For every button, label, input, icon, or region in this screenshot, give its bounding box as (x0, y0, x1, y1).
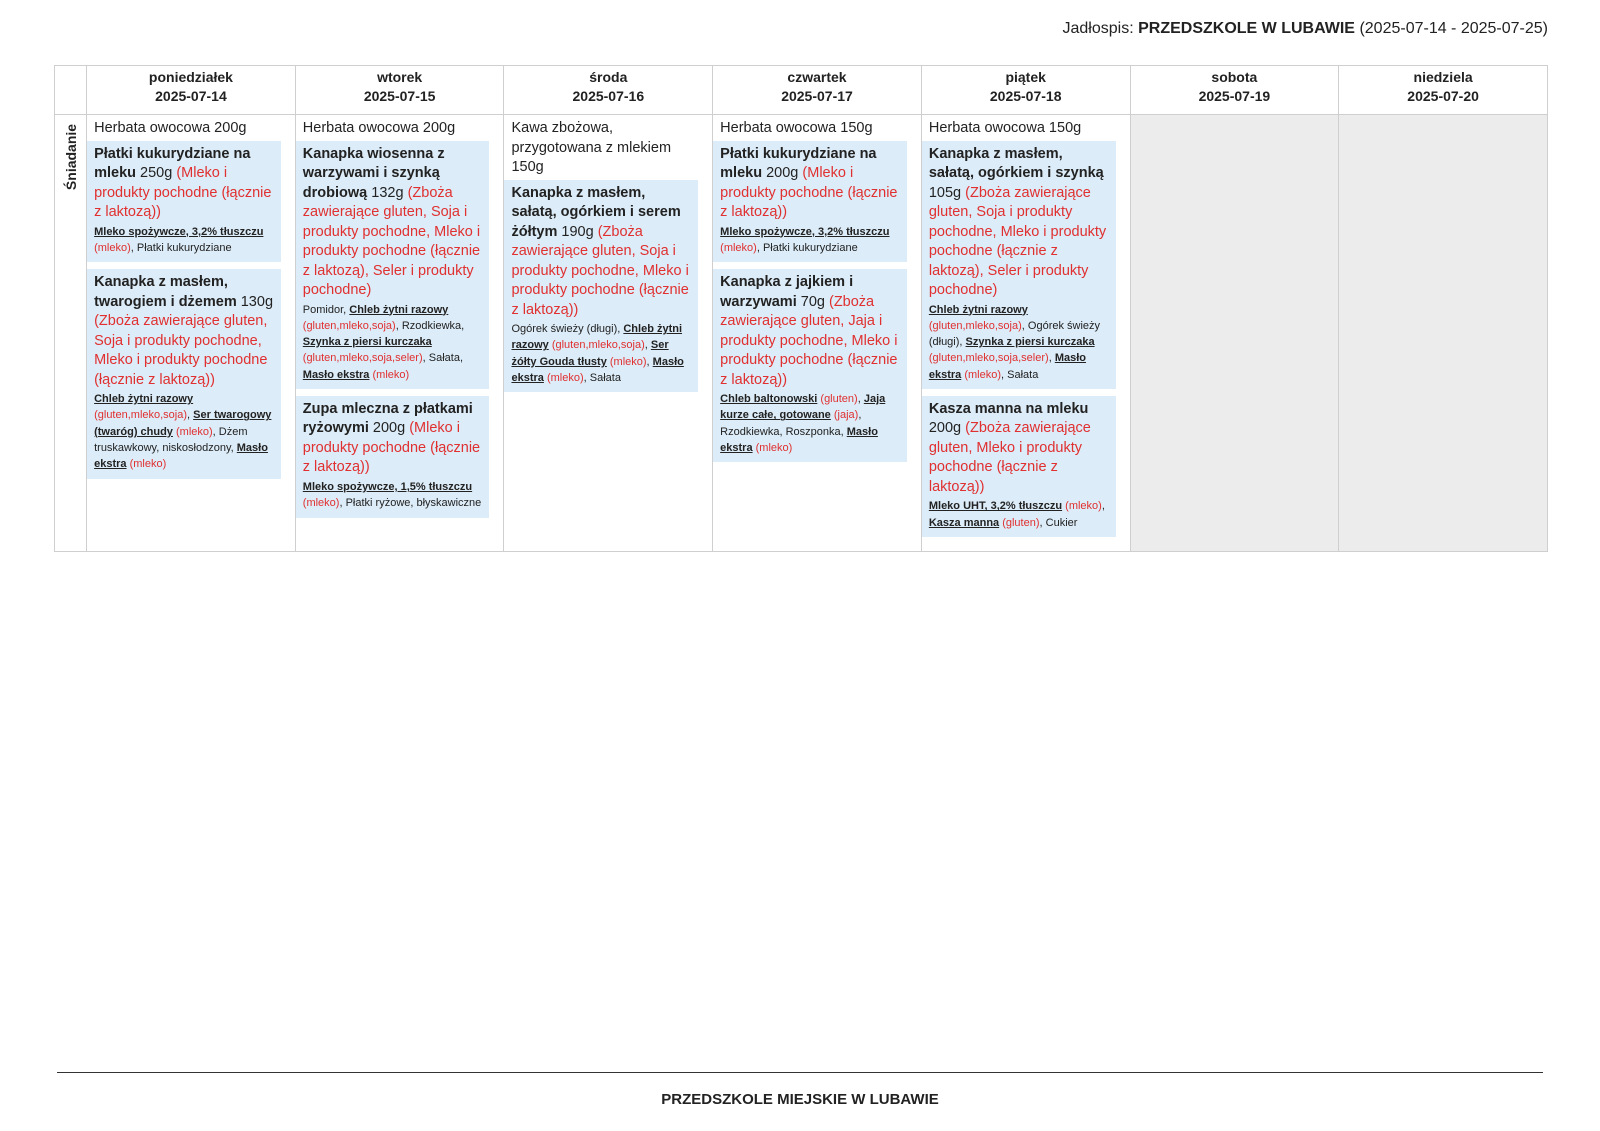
ingredient-allergen: (mleko) (94, 241, 131, 254)
day-name: czwartek (787, 69, 847, 85)
dish-name: Kanapka z jajkiem i warzywami (720, 274, 854, 310)
drink-item: Herbata owocowa 200g (94, 120, 247, 136)
dish-name: Zupa mleczna z płatkami ryżowymi (302, 400, 473, 437)
dish-allergens: (Zboża zawierające gluten, Jaja i produkty pochodne, Mleko i produkty pochodne (łącznie z laktozą)) (720, 293, 898, 388)
dish-title (303, 145, 483, 301)
dish-weight: 132g (367, 184, 408, 201)
dish-block (296, 141, 490, 389)
header-prefix: Jadłospis: (1062, 20, 1134, 37)
ingredient-separator: , (461, 319, 465, 332)
day-header (87, 66, 296, 115)
day-date: 2025-07-14 (155, 88, 227, 104)
ingredient-name: Kasza manna (928, 516, 1000, 529)
ingredient-name: Masło ekstra (720, 425, 878, 454)
ingredient-name: Mleko UHT, 3,2% tłuszczu (928, 500, 1063, 513)
ingredients-list (929, 302, 1109, 383)
dish-block (922, 396, 1116, 537)
ingredient-allergen: (gluten,mleko,soja) (928, 319, 1022, 332)
ingredient-separator: , (583, 371, 590, 384)
ingredient-separator: , (857, 393, 864, 406)
ingredient-name: Masło ekstra (94, 441, 268, 471)
ingredient-separator: , (1001, 368, 1008, 381)
ingredient-allergen: (mleko) (126, 458, 167, 471)
ingredient-name: Mleko spożywcze, 1,5% tłuszczu (302, 480, 473, 493)
ingredients-list (720, 224, 900, 257)
dish-weight: 70g (796, 293, 829, 310)
ingredient-name: Rzodkiewka, Roszponka (720, 425, 841, 438)
ingredient-separator: , (212, 425, 219, 438)
meal-label-cell (55, 115, 87, 552)
dish-name: Kanapka z masłem, twarogiem i dżemem (94, 274, 237, 310)
ingredients-list (511, 321, 691, 386)
ingredient-separator: , (617, 323, 624, 335)
menu-period: (2025-07-14 - 2025-07-25) (1359, 20, 1548, 37)
ingredient-separator: , (858, 409, 862, 422)
dish-allergens: (Mleko i produkty pochodne (łącznie z laktozą)) (302, 420, 481, 476)
corner-cell (55, 66, 87, 115)
dish-block (296, 396, 490, 518)
day-menu-cell (87, 115, 296, 552)
dish-title (929, 400, 1109, 498)
dish-name: Kasza manna na mleku (928, 400, 1089, 417)
dish-weight: 200g (928, 420, 966, 437)
dish-name: Kanapka z masłem, sałatą, ogórkiem i szynką (928, 145, 1104, 181)
ingredient-name: Cukier (1045, 516, 1078, 529)
ingredient-separator: , (840, 425, 847, 438)
ingredients-list (720, 391, 900, 456)
footer-text: PRZEDSZKOLE MIEJSKIE W LUBAWIE (661, 1091, 939, 1108)
ingredient-allergen: (jaja) (830, 409, 859, 422)
document-header (1062, 20, 1548, 38)
ingredient-name: Jaja kurze całe, gotowane (720, 393, 886, 422)
drink-item: Herbata owocowa 200g (302, 120, 456, 136)
ingredient-separator: , (343, 303, 350, 316)
ingredient-name: Płatki ryżowe, błyskawiczne (345, 497, 482, 510)
ingredient-name: Chleb żytni razowy (511, 323, 683, 352)
day-menu-cell (921, 115, 1130, 552)
day-name: niedziela (1413, 69, 1473, 85)
ingredient-separator: , (644, 339, 651, 352)
ingredient-separator: , (1048, 352, 1055, 365)
ingredient-separator: , (422, 352, 429, 365)
menu-table (54, 65, 1548, 552)
ingredient-allergen: (gluten,mleko,soja) (94, 409, 188, 422)
dish-weight: 105g (928, 184, 966, 201)
ingredient-name: Rzodkiewka (401, 319, 462, 332)
ingredient-allergen: (gluten,mleko,soja,seler) (928, 352, 1049, 365)
ingredient-separator: , (395, 319, 402, 332)
ingredient-allergen: (mleko) (1062, 500, 1102, 513)
ingredient-name: Pomidor (302, 303, 344, 316)
dish-weight: 250g (136, 165, 177, 181)
ingredient-name: Mleko spożywcze, 3,2% tłuszczu (94, 225, 264, 238)
day-name: sobota (1211, 69, 1258, 85)
dish-allergens: (Zboża zawierające gluten, Soja i produkty pochodne, Mleko i produkty pochodne (łącznie z laktozą), Seler i produkty pochodne) (928, 184, 1107, 298)
meal-label: Śniadanie (63, 123, 79, 191)
day-menu-cell (713, 115, 922, 552)
drink-item: Kawa zbożowa, przygotowana z mlekiem 150g (511, 120, 672, 175)
day-name: wtorek (377, 69, 423, 85)
dish-name: Kanapka z masłem, sałatą, ogórkiem i serem żółtym (511, 184, 681, 240)
dish-block (922, 141, 1116, 389)
day-name: piątek (1005, 69, 1046, 85)
ingredient-allergen: (mleko) (752, 441, 793, 454)
ingredient-allergen: (gluten) (817, 393, 858, 406)
dish-title (720, 145, 900, 223)
ingredients-list (94, 391, 274, 472)
ingredient-separator: , (130, 241, 137, 254)
ingredients-list (303, 302, 483, 383)
ingredient-name: Mleko spożywcze, 3,2% tłuszczu (720, 225, 890, 238)
ingredient-separator: , (339, 497, 346, 510)
ingredient-name: Ser żółty Gouda tłusty (511, 339, 669, 368)
weekend-cell (1339, 115, 1548, 552)
day-date: 2025-07-19 (1198, 88, 1271, 104)
ingredient-name: Chleb żytni razowy (349, 303, 449, 316)
ingredient-allergen: (gluten,mleko,soja,seler) (302, 352, 423, 365)
day-header (1130, 66, 1339, 115)
ingredient-name: Chleb żytni razowy (928, 303, 1028, 316)
ingredients-list (929, 498, 1109, 531)
ingredient-allergen: (mleko) (302, 497, 340, 510)
day-header (713, 66, 922, 115)
dish-title (720, 273, 900, 390)
ingredient-allergen: (gluten) (999, 516, 1040, 529)
ingredient-name: Płatki kukurydziane (762, 241, 858, 254)
day-date: 2025-07-18 (989, 88, 1062, 104)
ingredient-allergen: (gluten,mleko,soja) (302, 319, 396, 332)
dish-allergens: (Mleko i produkty pochodne (łącznie z laktozą)) (720, 165, 898, 220)
ingredient-name: Szynka z piersi kurczaka (965, 336, 1095, 349)
ingredient-allergen: (mleko) (172, 425, 213, 438)
day-date: 2025-07-16 (572, 88, 645, 104)
ingredient-separator: , (187, 409, 194, 422)
ingredient-name: Masło ekstra (928, 352, 1086, 381)
ingredient-name: Chleb baltonowski (720, 393, 818, 406)
ingredient-name: Masło ekstra (511, 355, 684, 384)
ingredient-name: Sałata (428, 352, 460, 365)
day-header (1339, 66, 1548, 115)
ingredient-separator: , (1101, 500, 1105, 513)
day-menu-cell (295, 115, 504, 552)
ingredient-separator: , (1021, 319, 1028, 332)
ingredient-name: Sałata (589, 371, 621, 384)
dish-title (929, 145, 1109, 301)
breakfast-row (55, 115, 1548, 552)
day-header (921, 66, 1130, 115)
dish-block (87, 269, 281, 478)
ingredient-separator: , (756, 241, 763, 254)
dish-block (713, 141, 907, 263)
ingredient-separator: , (1039, 516, 1046, 529)
day-date: 2025-07-20 (1407, 88, 1479, 104)
day-date: 2025-07-15 (363, 88, 436, 104)
ingredient-separator: , (959, 336, 966, 349)
dish-allergens: (Zboża zawierające gluten, Soja i produkty pochodne, Mleko i produkty pochodne (łącznie z laktozą), Seler i produkty pochodne) (302, 184, 481, 298)
dish-allergens: (Mleko i produkty pochodne (łącznie z laktozą)) (94, 165, 272, 220)
dish-weight: 130g (236, 293, 274, 310)
ingredient-name: Sałata (1007, 368, 1039, 381)
ingredient-allergen: (mleko) (606, 355, 647, 368)
dish-weight: 200g (368, 420, 410, 437)
ingredient-allergen: (mleko) (543, 371, 584, 384)
day-date: 2025-07-17 (781, 88, 853, 104)
dish-name: Płatki kukurydziane na mleku (94, 145, 251, 181)
drink-item: Herbata owocowa 150g (928, 120, 1082, 136)
dish-allergens: (Zboża zawierające gluten, Mleko i produkty pochodne (łącznie z laktozą)) (928, 420, 1091, 495)
dish-allergens: (Zboża zawierające gluten, Soja i produkty pochodne, Mleko i produkty pochodne (łącznie z laktozą)) (94, 313, 268, 388)
dish-weight: 200g (762, 165, 803, 181)
dish-title (94, 273, 274, 390)
ingredients-list (303, 479, 483, 512)
day-name: środa (589, 69, 628, 85)
day-menu-cell (504, 115, 713, 552)
ingredient-name: Ser twarogowy (twaróg) chudy (94, 409, 272, 438)
dish-title (94, 145, 274, 223)
dish-title (303, 400, 483, 478)
ingredient-allergen: (mleko) (961, 368, 1001, 381)
ingredient-separator: , (646, 355, 653, 368)
ingredient-name: Ogórek świeży (długi) (511, 323, 618, 335)
ingredient-name: Chleb żytni razowy (94, 393, 194, 406)
dish-allergens: (Zboża zawierające gluten, Soja i produkty pochodne, Mleko i produkty pochodne (łącznie z laktozą)) (511, 223, 689, 318)
day-header (504, 66, 713, 115)
institution-name: PRZEDSZKOLE W LUBAWIE (1138, 20, 1355, 37)
dish-name: Płatki kukurydziane na mleku (720, 145, 877, 181)
ingredient-separator: , (459, 352, 464, 365)
ingredient-name: Szynka z piersi kurczaka (302, 336, 432, 349)
ingredient-allergen: (mleko) (369, 368, 410, 381)
dish-weight: 190g (557, 223, 598, 240)
weekend-cell (1130, 115, 1339, 552)
dish-block (504, 180, 698, 393)
ingredient-name: Masło ekstra (302, 368, 370, 381)
ingredient-allergen: (mleko) (720, 241, 757, 254)
day-name: poniedziałek (148, 69, 233, 85)
dish-name: Kanapka wiosenna z warzywami i szynką drobiową (302, 145, 445, 201)
ingredient-name: Dżem truskawkowy, niskosłodzony (94, 425, 248, 454)
ingredient-allergen: (gluten,mleko,soja) (548, 339, 645, 352)
drink-item: Herbata owocowa 150g (720, 120, 873, 136)
day-header (295, 66, 504, 115)
days-header-row (55, 66, 1548, 115)
ingredients-list (94, 224, 274, 257)
dish-block (713, 269, 907, 462)
dish-title (511, 184, 691, 321)
dish-block (87, 141, 281, 263)
ingredient-separator: , (230, 441, 237, 454)
ingredient-name: Ogórek świeży (długi) (928, 319, 1101, 349)
footer-divider (57, 1072, 1543, 1073)
ingredient-name: Płatki kukurydziane (136, 241, 232, 254)
